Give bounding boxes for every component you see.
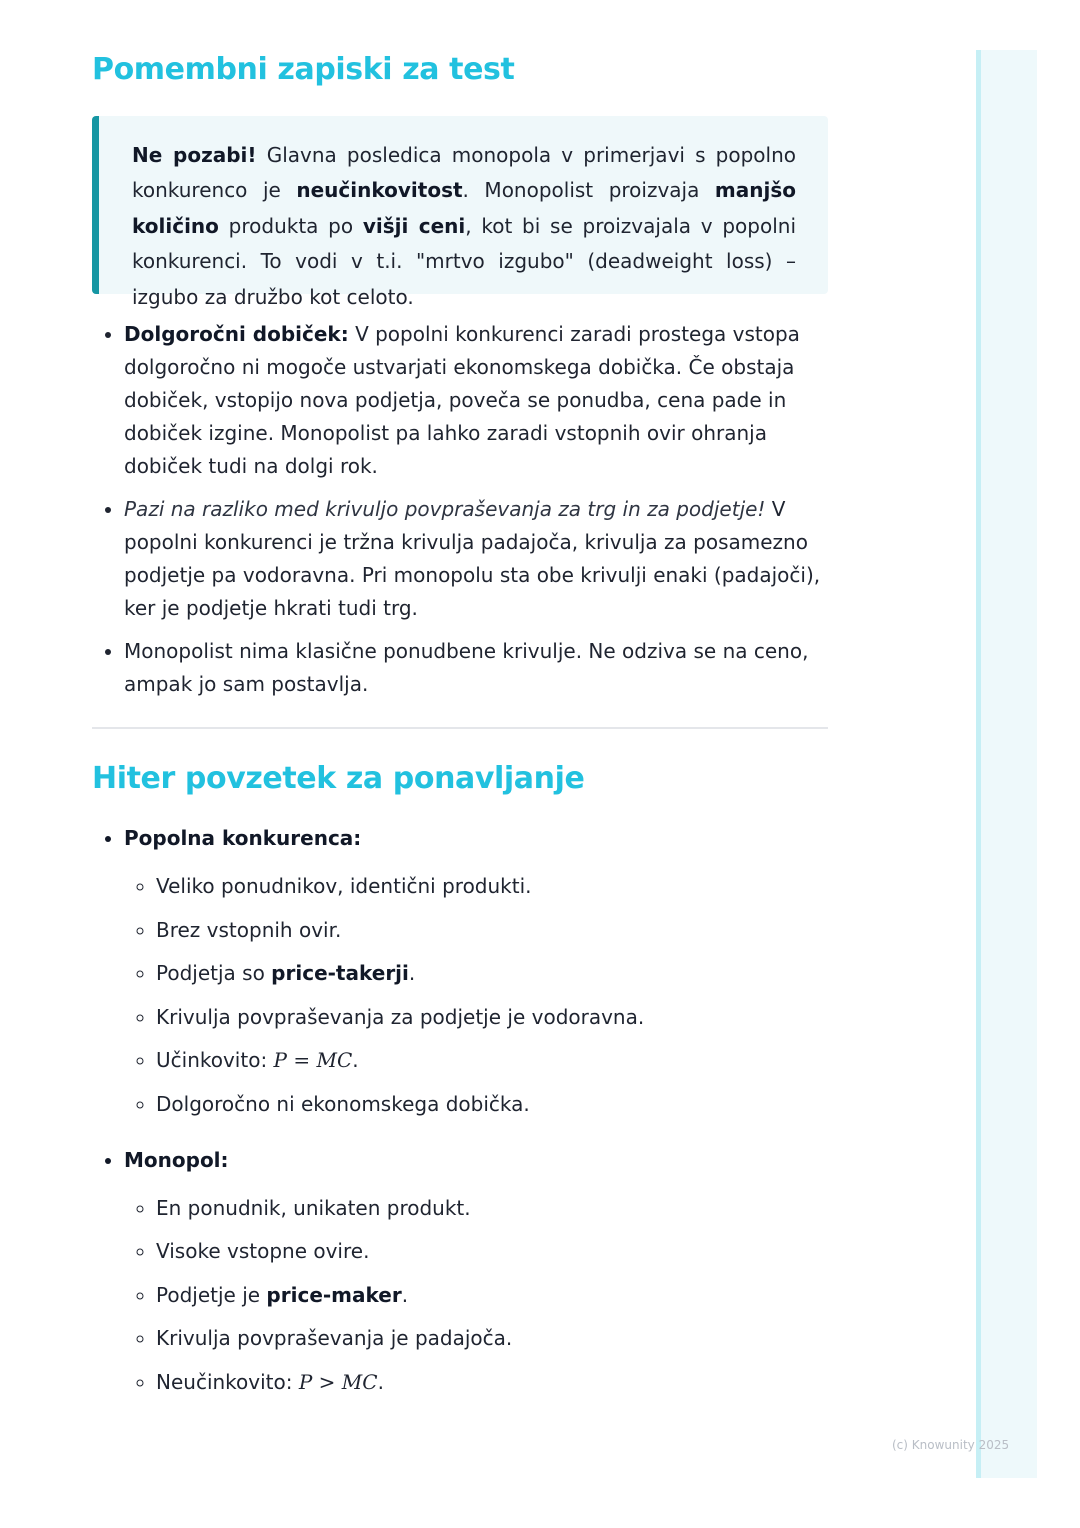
list-item-text: Učinkovito: xyxy=(156,1048,274,1073)
list-item: ◦ Veliko ponudnikov, identični produkti. xyxy=(156,865,828,909)
notes-list xyxy=(92,318,828,701)
summary-group-heading: Popolna konkurenca: xyxy=(124,826,362,850)
callout-text: , kot bi se proizvajala v popolni konkurenci. To vodi v t.i. "mrtvo izgubo" (deadweight loss) – izgubo za družbo kot celoto. xyxy=(132,213,797,309)
callout-bold-term: višji ceni xyxy=(362,213,466,238)
watermark: (c) Knowunity 2025 xyxy=(892,1438,1010,1452)
list-item: ◦ Krivulja povpraševanja za podjetje je vodoravna. xyxy=(156,996,828,1040)
summary-sublist xyxy=(124,1187,828,1405)
list-item-text: Neučinkovito: xyxy=(156,1369,299,1394)
list-item-italic: Pazi na razliko med krivuljo povpraševanja za trg in za podjetje! xyxy=(124,497,766,521)
notes-section-title: Pomembni zapiski za test xyxy=(92,52,515,87)
list-item-text: V popolni konkurenci je tržna krivulja padajoča, krivulja za posamezno podjetje pa vodoravna. Pri monopolu sta obe krivulji enaki (padajoči), ker je podjetje hkrati tudi trg. xyxy=(124,497,821,620)
list-item-text: . xyxy=(401,1282,409,1307)
list-item: ◦ En ponudnik, unikaten produkt. xyxy=(156,1187,828,1231)
section-divider xyxy=(92,727,828,729)
callout-bold-term: neučinkovitost xyxy=(296,178,463,203)
list-item-text: Monopolist nima klasične ponudbene krivulje. Ne odziva se na ceno, ampak jo sam postavlja. xyxy=(124,639,809,696)
summary-sublist xyxy=(124,865,828,1127)
callout-text: Glavna posledica monopola v primerjavi s popolno konkurenco je xyxy=(132,143,796,203)
summary-section-title: Hiter povzetek za ponavljanje xyxy=(92,761,585,796)
list-item-bold: Dolgoročni dobiček: xyxy=(124,322,349,346)
list-item xyxy=(156,1361,828,1405)
callout-lead: Ne pozabi! xyxy=(132,143,257,167)
summary-list xyxy=(92,819,828,1405)
list-item-bold: price-takerji xyxy=(271,961,409,986)
list-item xyxy=(124,318,828,483)
list-item-bold: price-maker xyxy=(266,1282,402,1307)
callout-text: produkta po xyxy=(218,213,363,238)
summary-group-monopoly xyxy=(124,1141,828,1405)
list-item-text: Podjetje je xyxy=(156,1282,267,1307)
list-item: ◦ Dolgoročno ni ekonomskega dobička. xyxy=(156,1083,828,1127)
summary-group-heading: Monopol: xyxy=(124,1147,229,1172)
list-item-text: V popolni konkurenci zaradi prostega vstopa dolgoročno ni mogoče ustvarjati ekonomskega dobička. Če obstaja dobiček, vstopijo nova podjetja, poveča se ponudba, cena pade in dobiček izgine. Monopolist pa lahko zaradi vstopnih ovir ohranja dobiček tudi na dolgi rok. xyxy=(124,322,800,478)
callout-bold-term: manjšo količino xyxy=(132,178,796,238)
list-item xyxy=(124,635,828,701)
list-item: ◦ Krivulja povpraševanja je padajoča. xyxy=(156,1317,828,1361)
list-item: ◦ Visoke vstopne ovire. xyxy=(156,1230,828,1274)
document-page xyxy=(92,40,828,1419)
list-item-text: . xyxy=(352,1048,359,1073)
reminder-callout xyxy=(92,116,828,309)
list-item: ◦ Brez vstopnih ovir. xyxy=(156,909,828,953)
summary-group-perfect-competition xyxy=(124,819,828,1127)
math-expression: P = MC xyxy=(273,1048,353,1073)
list-item xyxy=(156,952,828,996)
side-panel xyxy=(976,50,1037,1478)
list-item-text: Podjetja so xyxy=(156,961,272,986)
list-item xyxy=(156,1039,828,1083)
math-expression: P > MC xyxy=(298,1369,378,1394)
list-item-text: . xyxy=(377,1369,384,1394)
callout-text: . Monopolist proizvaja xyxy=(462,178,715,203)
list-item xyxy=(156,1274,828,1318)
list-item xyxy=(124,493,828,625)
list-item-text: . xyxy=(408,961,416,986)
